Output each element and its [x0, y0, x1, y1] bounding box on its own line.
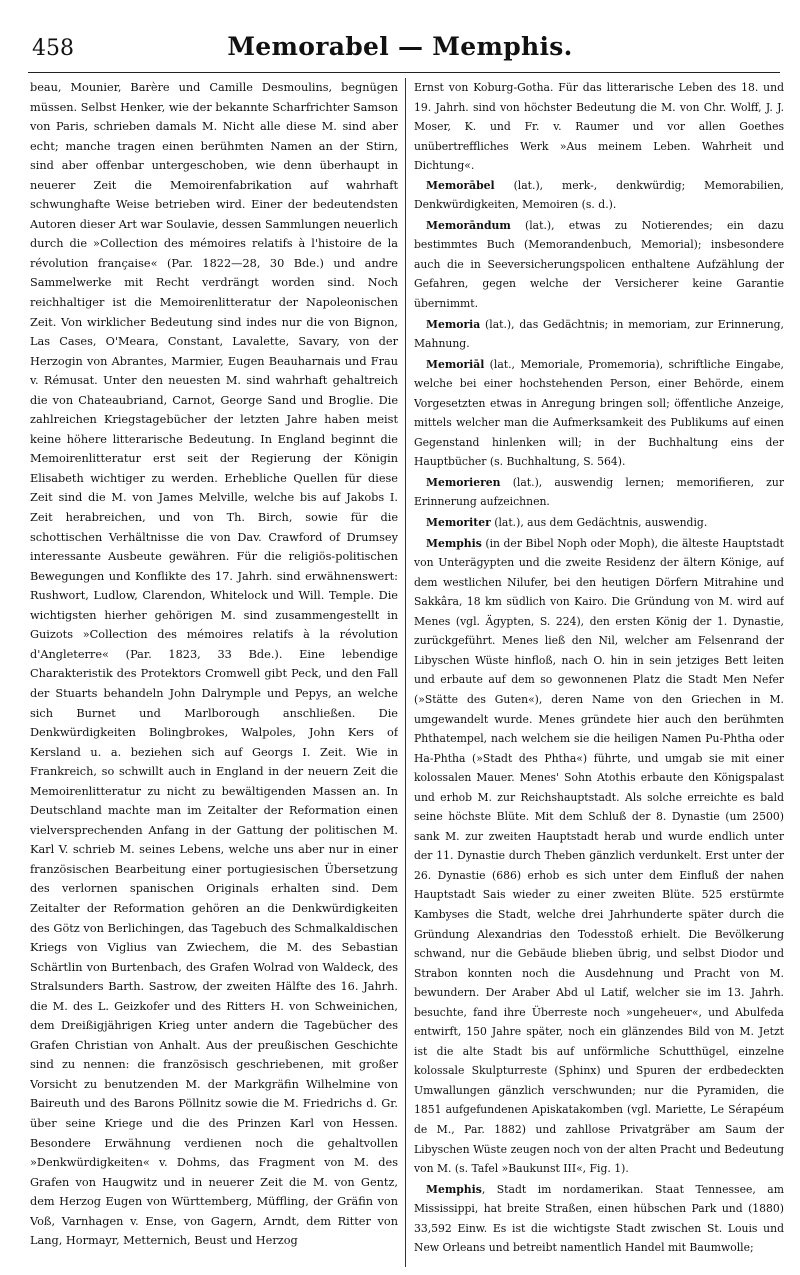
- entry-text: (lat.), etwas zu Notierendes; ein dazu bestimmtes Buch (Memorandenbuch, Memorial); insbesondere auch die in Seeversicherungspolicen enthaltene Aufzählung der Gefahren, gegen welche der Versicherer keine Garantie übernimmt.: [414, 218, 784, 311]
- entry-memorabel: [414, 176, 784, 215]
- entry-text: (lat., Memoriale, Promemoria), schriftliche Eingabe, welche bei einer hochstehenden Person, einer Behörde, einem Vorgesetzten etwas in Anregung bringen soll; öffentliche Anzeige, mittels welcher man die Aufmerksamkeit des Publikums auf einen Gegenstand hinlenken will; in der Buchhaltung eins der Hauptbücher (s. Buchhaltung, S. 564).: [414, 357, 784, 469]
- entry-text: (in der Bibel Noph oder Moph), die älteste Hauptstadt von Unterägypten und die zweite Residenz der ältern Könige, auf dem westlichen Nilufer, bei den heutigen Dörfern Mitrahine und Sakkâra, 18 km südlich von Kairo. Die Gründung von M. wird auf Menes (vgl. Ägypten, S. 224), den ersten König der 1. Dynastie, zurückgeführt. Menes ließ den Nil, welcher am Felsenrand der Libyschen Wüste hinfloß, nach O. hin in sein jetziges Bett leiten und erbaute auf dem so gewonnenen Platz die Stadt Men Nefer (»Stätte des Guten«), deren Name von den Griechen in M. umgewandelt wurde. Menes gründete hier auch den berühmten Phthatempel, nach welchem sie die heiligen Namen Pu-Phtha oder Ha-Phtha (»Stadt des Phtha«) führte, und umgab sie mit einer kolossalen Mauer. Menes' Sohn Atothis erbaute den Königspalast und erhob M. zur Reichshauptstadt. Als solche erreichte es bald seine höchste Blüte. Mit dem Schluß der 8. Dynastie (um 2500) sank M. zur zweiten Hauptstadt herab und wurde endlich unter der 11. Dynastie durch Theben gänzlich verdunkelt. Erst unter der 26. Dynastie (686) erhob es sich unter dem Einfluß der nahen Hauptstadt Sais wieder zu einer zweiten Blüte. 525 erstürmte Kambyses die Stadt, welche drei Jahrhunderte später durch die Gründung Alexandrias den Todesstoß erhielt. Die Bevölkerung schwand, nur die Gebäude blieben übrig, und selbst Diodor und Strabon konnten noch die Ausdehnung und Pracht von M. bewundern. Der Araber Abd ul Latif, welcher sie im 13. Jahrh. besuchte, fand ihre Überreste noch »ungeheuer«, und Abulfeda entwirft, 150 Jahre später, noch ein glänzendes Bild von M. Jetzt ist die alte Stadt bis auf unförmliche Schutthügel, einzelne kolossale Skulpturreste (Sphinx) und Spuren der erdbedeckten Umwallungen gänzlich verschwunden; nur die Pyramiden, die 1851 aufgefundenen Apiskatakomben (vgl. Mariette, Le Sérapéum de M., Par. 1882) und zahllose Privatgräber am Saum der Libyschen Wüste zeugen noch von der alten Pracht und Bedeutung von M. (s. Tafel »Baukunst III«, Fig. 1).: [414, 536, 784, 1176]
- entry-text: (lat.), das Gedächtnis; in memoriam, zur Erinnerung, Mahnung.: [414, 317, 784, 351]
- left-column: [30, 78, 398, 1267]
- entry-lemma: Memoriter: [426, 516, 491, 530]
- entry-lemma: Memoria: [426, 317, 481, 331]
- entry-lemma: Memphis: [426, 536, 482, 550]
- entry-text: (lat.), auswendig lernen; memorifieren, zur Erinnerung aufzeichnen.: [414, 475, 784, 509]
- entry-memphis-tennessee: [414, 1180, 784, 1258]
- entry-memorial: [414, 355, 784, 472]
- entry-lemma: Memorieren: [426, 475, 501, 489]
- page-number: 458: [32, 36, 74, 61]
- entry-lemma: Memorābel: [426, 178, 495, 192]
- entry-lemma: Memphis: [426, 1182, 482, 1196]
- entry-text: (lat.), merk-, denkwürdig; Memorabilien, Denkwürdigkeiten, Memoiren (s. d.).: [414, 178, 784, 212]
- entry-lemma: Memorāndum: [426, 218, 511, 232]
- running-title: Memorabel — Memphis.: [227, 32, 573, 61]
- entry-text: (lat.), aus dem Gedächtnis, auswendig.: [490, 516, 708, 530]
- column-divider: [405, 78, 406, 1267]
- entry-memphis-egypt: [414, 534, 784, 1179]
- left-column-text: beau, Mounier, Barère und Camille Desmoulins, begnügen müssen. Selbst Henker, wie der bekannte Scharfrichter Samson von Paris, schrieben damals M. Nicht alle diese M. sind aber echt; manche tragen einen berühmten Namen an der Stirn, sind aber offenbar untergeschoben, wie denn überhaupt in neuerer Zeit die Memoirenfabrikation auf wahrhaft schwunghafte Weise betrieben wird. Einer der bedeutendsten Autoren dieser Art war Soulavie, dessen Sammlungen neuerlich durch die »Collection des mémoires relatifs à l'histoire de la révolution française« (Par. 1822—28, 30 Bde.) und andre Sammelwerke mit Recht verdrängt worden sind. Noch reichhaltiger ist die Memoirenlitteratur der Napoleonischen Zeit. Von wirklicher Bedeutung sind indes nur die von Bignon, Las Cases, O'Meara, Constant, Lavalette, Savary, von der Herzogin von Abrantes, Marmier, Eugen Beauharnais und Frau v. Rémusat. Unter den neuesten M. sind wahrhaft gehaltreich die von Chateaubriand, Carnot, George Sand und Broglie. Die zahlreichen Kriegstagebücher der letzten Jahre haben meist keine höhere litterarische Bedeutung. In England beginnt die Memoirenlitteratur erst seit der Regierung der Königin Elisabeth wichtiger zu werden. Erhebliche Quellen für diese Zeit sind die M. von James Melville, welche bis auf Jakobs I. Zeit herabreichen, und von Th. Birch, sowie für die schottischen Verhältnisse die von Dav. Crawford of Drumsey interessante Ausbeute gewähren. Für die religiös-politischen Bewegungen und Konflikte des 17. Jahrh. sind erwähnenswert: Rushwort, Ludlow, Clarendon, Whitelock und Will. Temple. Die wichtigsten hierher gehörigen M. sind zusammengestellt in Guizots »Collection des mémoires relatifs à la révolution d'Angleterre« (Par. 1823, 33 Bde.). Eine lebendige Charakteristik des Protektors Cromwell gibt Peck, und den Fall der Stuarts behandeln John Dalrymple und Pepys, an welche sich Burnet und Marlborough anschließen. Die Denkwürdigkeiten Bolingbrokes, Walpoles, John Kers of Kersland u. a. beziehen sich auf Georgs I. Zeit. Wie in Frankreich, so schwillt auch in England in der neuern Zeit die Memoirenlitteratur zu nicht zu bewältigenden Massen an. In Deutschland machte man im Zeitalter der Reformation einen vielversprechenden Anfang in der Gattung der politischen M. Karl V. schrieb M. seines Lebens, welche uns aber nur in einer französischen Bearbeitung einer portugiesischen Übersetzung des verlornen spanischen Originals erhalten sind. Dem Zeitalter der Reformation gehören an die Denkwürdigkeiten des Götz von Berlichingen, das Tagebuch des Schmalkaldischen Kriegs von Viglius van Zwiechem, die M. des Sebastian Schärtlin von Burtenbach, des Grafen Wolrad von Waldeck, des Stralsunders Barth. Sastrow, der zweiten Hälfte des 16. Jahrh. die M. des L. Geizkofer und des Ritters H. von Schweinichen, dem Dreißigjährigen Krieg unter andern die Tagebücher des Grafen Christian von Anhalt. Aus der preußischen Geschichte sind zu nennen: die französisch geschriebenen, mit großer Vorsicht zu benutzenden M. der Markgräfin Wilhelmine von Baireuth und des Barons Pöllnitz sowie die M. Friedrichs d. Gr. über seine Kriege und die des Prinzen Karl von Hessen. Besondere Erwähnung verdienen noch die gehaltvollen »Denkwürdigkeiten« v. Dohms, das Fragment von M. des Grafen von Haugwitz und in neuerer Zeit die M. von Gentz, dem Herzog Eugen von Württemberg, Müffling, der Gräfin von Voß, Varnhagen v. Ense, von Gagern, Arndt, dem Ritter von Lang, Hormayr, Metternich, Beust und Herzog: [30, 81, 398, 1248]
- entry-memorandum: [414, 216, 784, 314]
- entry-lemma: Memoriāl: [426, 357, 485, 371]
- right-column-continuation: Ernst von Koburg-Gotha. Für das litterarische Leben des 18. und 19. Jahrh. sind von höchster Bedeutung die M. von Chr. Wolff, J. J. Moser, K. und Fr. v. Raumer und vor allen Goethes unübertreffliches Werk »Aus meinem Leben. Wahrheit und Dichtung«.: [414, 81, 784, 173]
- entry-memoria: [414, 315, 784, 354]
- right-column: [414, 78, 784, 1267]
- page-header: [32, 30, 768, 64]
- header-rule: [28, 72, 780, 73]
- entry-text: , Stadt im nordamerikan. Staat Tennessee, am Mississippi, hat breite Straßen, einen hübschen Park und (1880) 33,592 Einw. Es ist die wichtigste Stadt zwischen St. Louis und New Orleans und betreibt namentlich Handel mit Baumwolle;: [414, 1182, 784, 1255]
- entry-memorieren: [414, 473, 784, 512]
- entry-memoriter: [414, 513, 784, 533]
